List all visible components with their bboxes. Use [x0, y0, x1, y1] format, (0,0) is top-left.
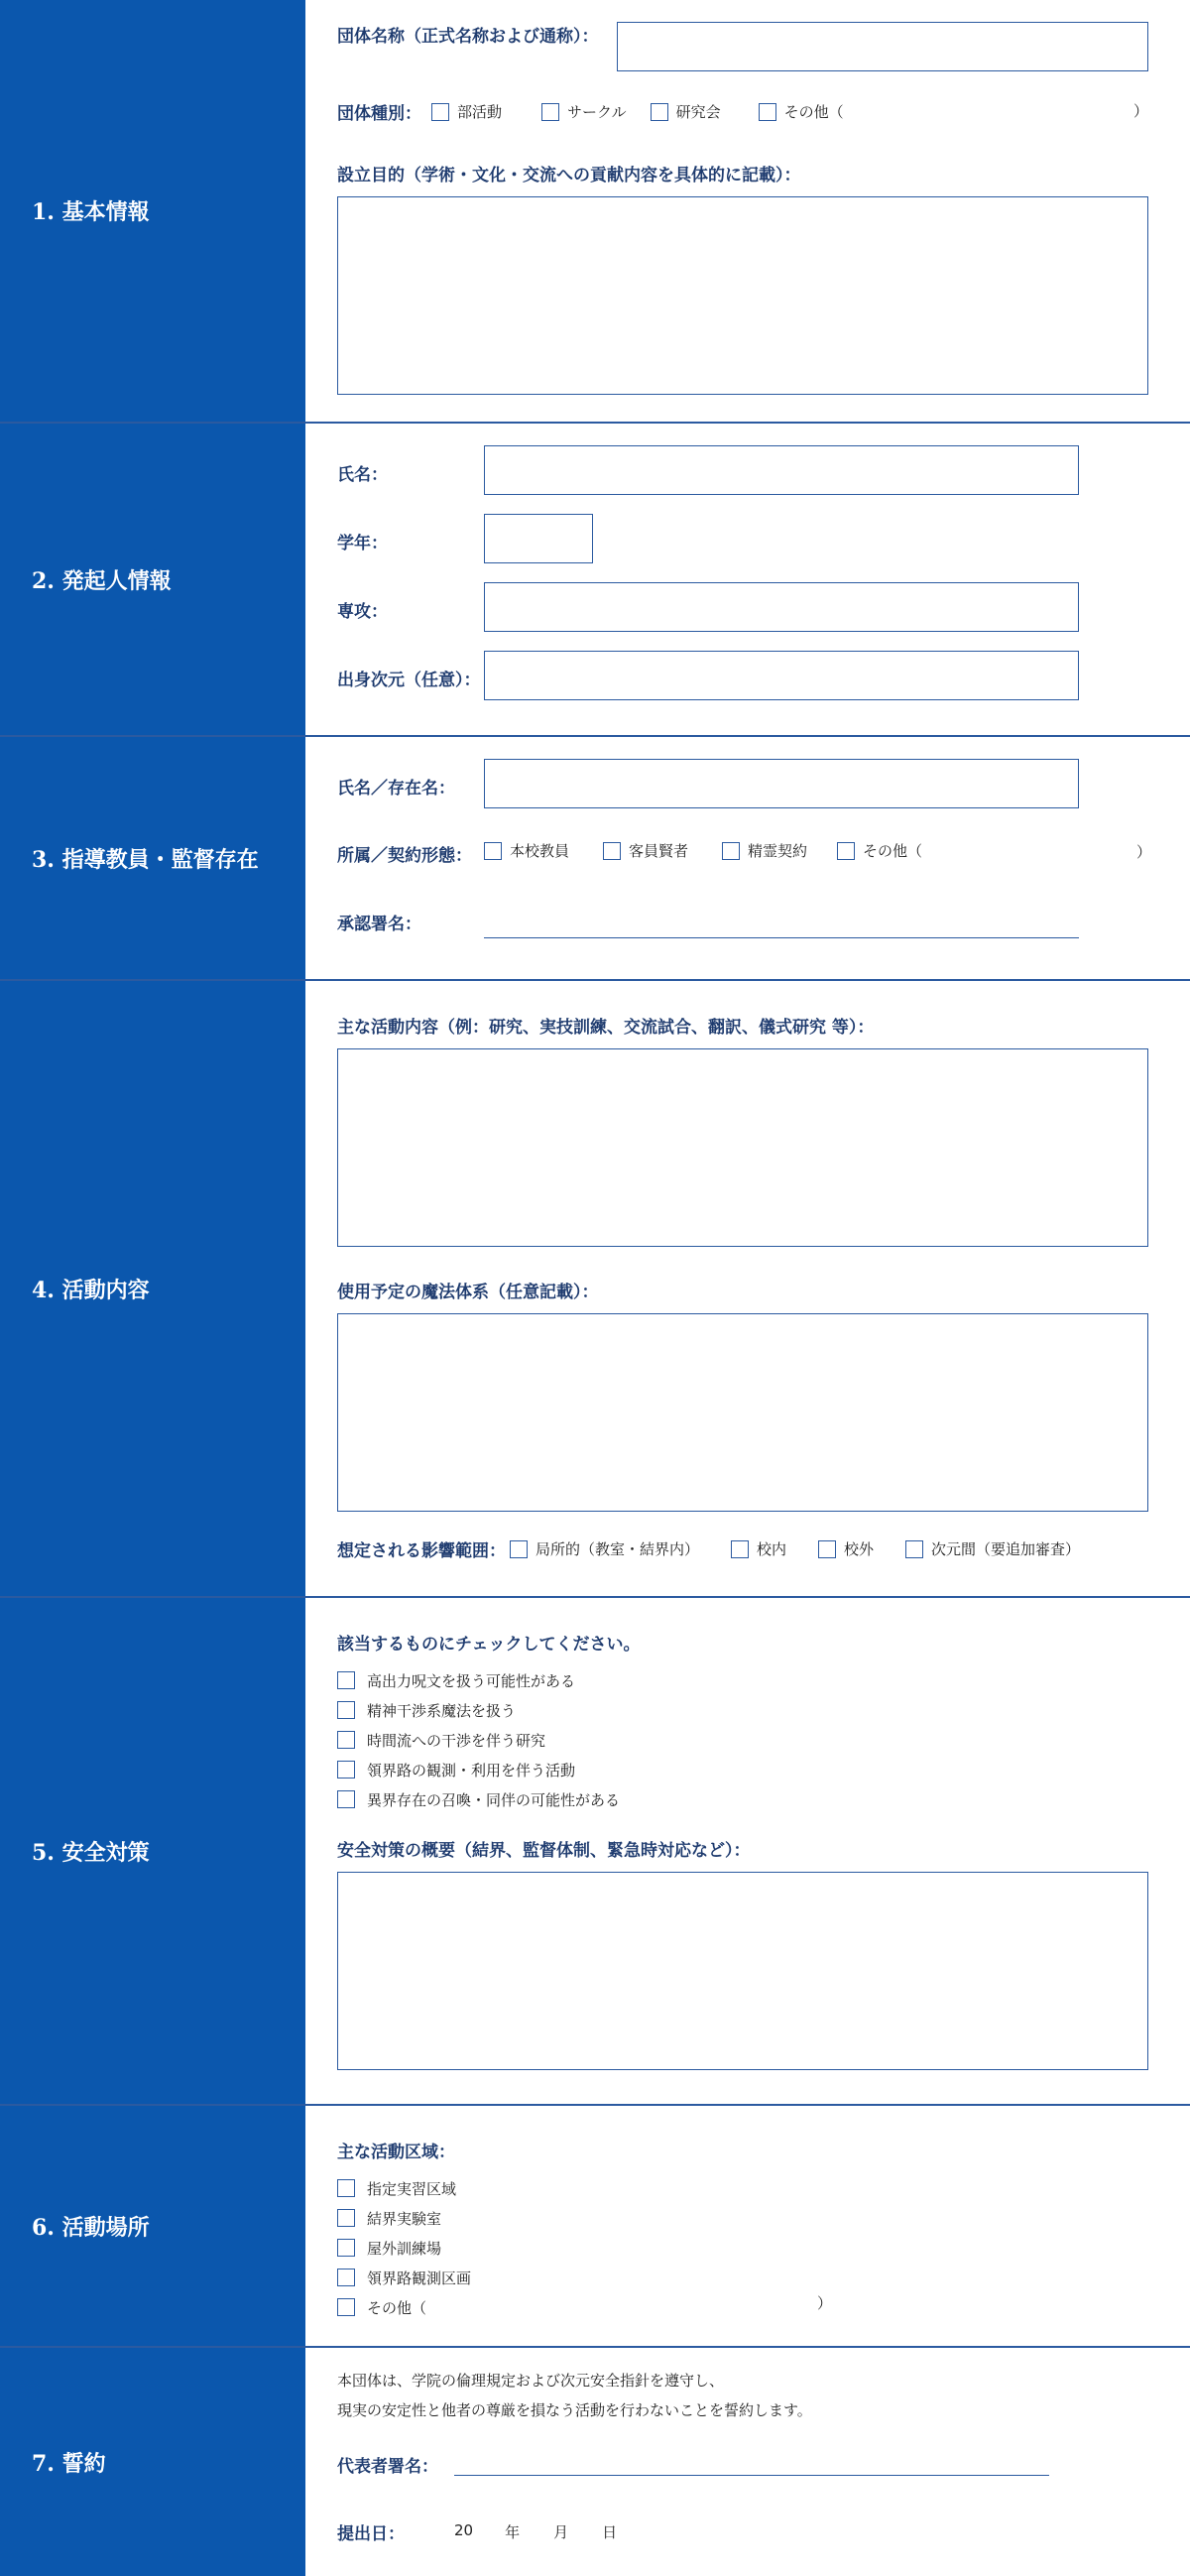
main-activity-textarea[interactable]: [337, 1048, 1148, 1247]
purpose-textarea[interactable]: [337, 196, 1148, 395]
org-name-field[interactable]: [617, 22, 1148, 71]
checkbox[interactable]: [337, 2269, 355, 2286]
pledge-line-2: 現実の安定性と他者の尊厳を損なう活動を行わないことを誓約します。: [337, 2401, 812, 2419]
magic-system-textarea[interactable]: [337, 1313, 1148, 1512]
founder-name-field[interactable]: [484, 445, 1079, 495]
approval-sign-label: 承認署名：: [337, 915, 421, 934]
rep-sign-line[interactable]: [454, 2455, 1049, 2476]
area-item[interactable]: 指定実習区域: [337, 2173, 471, 2203]
checkbox[interactable]: [651, 103, 668, 121]
founder-name-label: 氏名：: [337, 465, 388, 485]
safety-check-item[interactable]: 領界路の観測・利用を伴う活動: [337, 1755, 620, 1784]
checkbox[interactable]: [337, 1731, 355, 1749]
section-title: 3. 指導教員・監督存在: [0, 737, 305, 979]
org-type-option[interactable]: その他（: [759, 101, 844, 122]
section-title: 4. 活動内容: [0, 981, 305, 1596]
section-pledge: [0, 2348, 1190, 2576]
area-item[interactable]: その他（: [337, 2292, 471, 2322]
submit-date[interactable]: 20 年 月 日: [454, 2521, 618, 2541]
affiliation-option[interactable]: 客員賢者: [603, 840, 688, 861]
checkbox[interactable]: [837, 842, 855, 860]
impact-scope-option[interactable]: 局所的（教室・結界内）: [510, 1538, 699, 1559]
safety-summary-textarea[interactable]: [337, 1872, 1148, 2070]
main-activity-label: 主な活動内容（例：研究、実技訓練、交流試合、翻訳、儀式研究 等）：: [337, 1018, 875, 1038]
area-item[interactable]: 結界実験室: [337, 2203, 471, 2233]
org-name-label: 団体名称（正式名称および通称）：: [337, 27, 599, 47]
checkbox[interactable]: [759, 103, 776, 121]
checkbox[interactable]: [603, 842, 621, 860]
supervisor-name-field[interactable]: [484, 759, 1079, 808]
section-founder-info: [0, 424, 1190, 737]
checkbox[interactable]: [337, 1701, 355, 1719]
checkbox[interactable]: [731, 1540, 749, 1558]
org-type-option[interactable]: サークル: [541, 101, 627, 122]
submit-date-label: 提出日：: [337, 2524, 405, 2544]
affiliation-label: 所属／契約形態：: [337, 846, 472, 866]
impact-scope-option[interactable]: 校外: [818, 1538, 874, 1559]
checkbox[interactable]: [337, 2209, 355, 2227]
impact-scope-option[interactable]: 校内: [731, 1538, 786, 1559]
safety-summary-label: 安全対策の概要（結界、監督体制、緊急時対応など）：: [337, 1841, 751, 1861]
major-field[interactable]: [484, 582, 1079, 632]
org-type-option[interactable]: 部活動: [431, 101, 502, 122]
checkbox[interactable]: [337, 1761, 355, 1779]
checkbox[interactable]: [337, 2298, 355, 2316]
checkbox[interactable]: [484, 842, 502, 860]
safety-check-item[interactable]: 高出力呪文を扱う可能性がある: [337, 1665, 620, 1695]
checkbox[interactable]: [722, 842, 740, 860]
checkbox[interactable]: [431, 103, 449, 121]
safety-check-item[interactable]: 時間流への干渉を伴う研究: [337, 1725, 620, 1755]
origin-label: 出身次元（任意）：: [337, 671, 481, 690]
checkbox[interactable]: [905, 1540, 923, 1558]
supervisor-name-label: 氏名／存在名：: [337, 779, 455, 798]
safety-check-label: 該当するものにチェックしてください。: [337, 1635, 641, 1655]
section-title: 6. 活動場所: [0, 2106, 305, 2346]
checkbox[interactable]: [541, 103, 559, 121]
safety-check-item[interactable]: 精神干渉系魔法を扱う: [337, 1695, 620, 1725]
rep-sign-label: 代表者署名：: [337, 2457, 438, 2477]
pledge-line-1: 本団体は、学院の倫理規定および次元安全指針を遵守し、: [337, 2372, 725, 2390]
origin-field[interactable]: [484, 651, 1079, 700]
affiliation-close: ）: [1136, 843, 1152, 861]
checkbox[interactable]: [818, 1540, 836, 1558]
impact-scope-option[interactable]: 次元間（要追加審査）: [905, 1538, 1080, 1559]
impact-scope-label: 想定される影響範囲：: [337, 1541, 506, 1561]
section-safety: [0, 1598, 1190, 2106]
purpose-label: 設立目的（学術・文化・交流への貢献内容を具体的に記載）：: [337, 166, 801, 185]
area-item[interactable]: 領界路観測区画: [337, 2263, 471, 2292]
section-title: 1. 基本情報: [0, 0, 305, 422]
affiliation-option[interactable]: 精霊契約: [722, 840, 807, 861]
section-basic-info: [0, 0, 1190, 424]
affiliation-option[interactable]: 本校教員: [484, 840, 569, 861]
section-title: 2. 発起人情報: [0, 424, 305, 735]
checkbox[interactable]: [337, 1790, 355, 1808]
affiliation-option[interactable]: その他（: [837, 840, 922, 861]
org-type-label: 団体種別：: [337, 104, 421, 124]
checkbox[interactable]: [510, 1540, 528, 1558]
magic-system-label: 使用予定の魔法体系（任意記載）：: [337, 1283, 599, 1302]
approval-sign-line[interactable]: [484, 920, 1079, 938]
section-supervisor: [0, 737, 1190, 981]
section-activities: [0, 981, 1190, 1598]
section-title: 7. 誓約: [0, 2348, 305, 2576]
area-item[interactable]: 屋外訓練場: [337, 2233, 471, 2263]
area-close: ）: [817, 2294, 833, 2312]
org-type-close: ）: [1133, 102, 1149, 120]
checkbox[interactable]: [337, 2179, 355, 2197]
major-label: 専攻：: [337, 602, 388, 622]
grade-field[interactable]: [484, 514, 593, 563]
section-location: [0, 2106, 1190, 2348]
checkbox[interactable]: [337, 1671, 355, 1689]
area-label: 主な活動区域：: [337, 2143, 455, 2162]
checkbox[interactable]: [337, 2239, 355, 2257]
section-title: 5. 安全対策: [0, 1598, 305, 2104]
org-type-option[interactable]: 研究会: [651, 101, 721, 122]
grade-label: 学年：: [337, 534, 388, 553]
safety-check-item[interactable]: 異界存在の召喚・同伴の可能性がある: [337, 1784, 620, 1814]
